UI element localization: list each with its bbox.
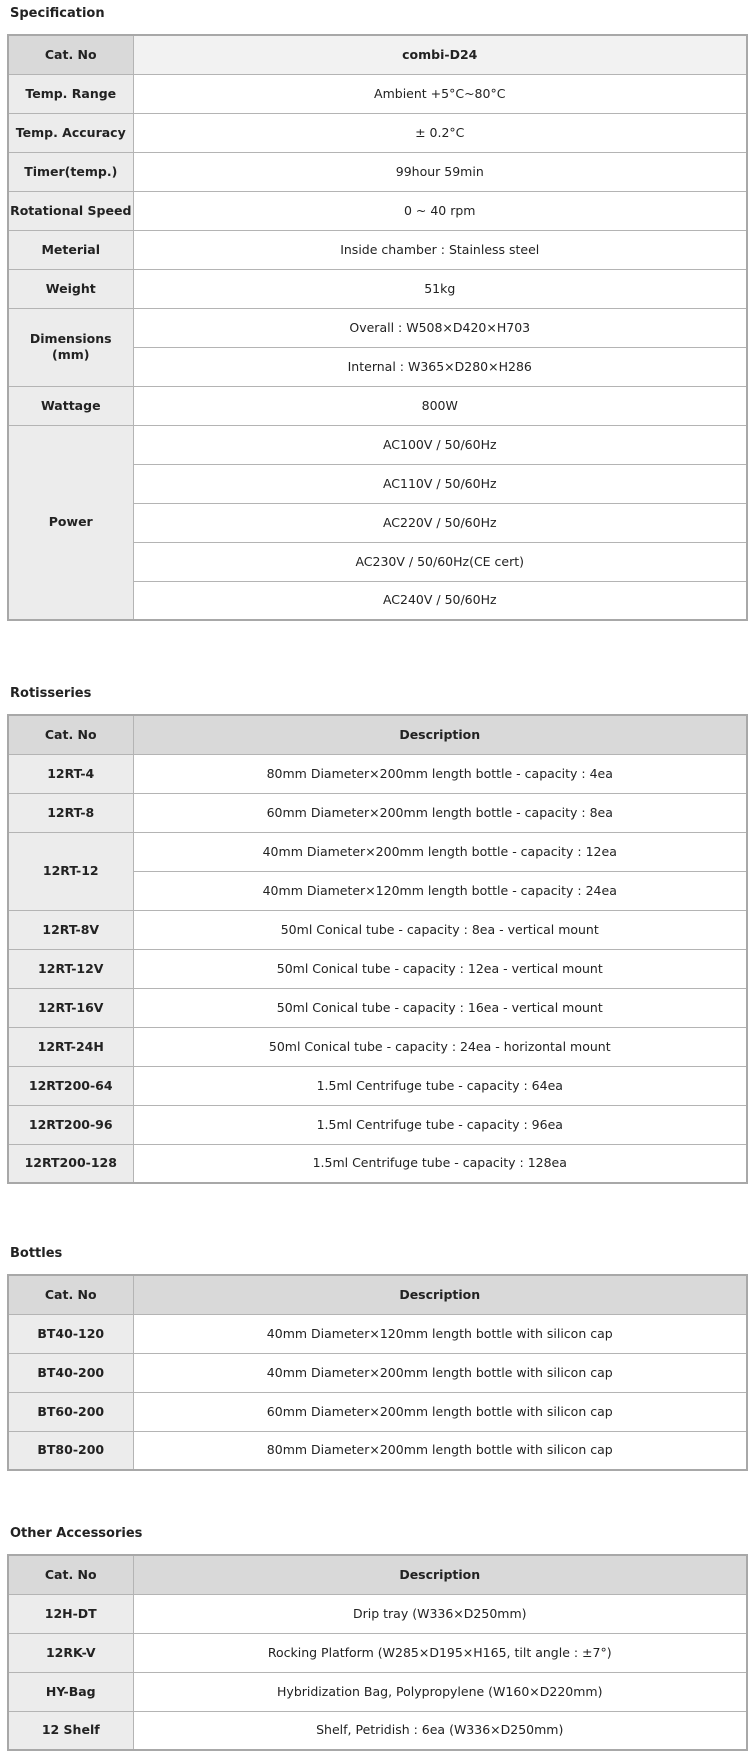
table-header-row bbox=[8, 35, 747, 74]
row-value: 80mm Diameter×200mm length bottle - capacity : 4ea bbox=[133, 754, 747, 793]
row-label: BT80-200 bbox=[8, 1431, 133, 1470]
specification-table bbox=[7, 34, 748, 621]
table-row bbox=[8, 988, 747, 1027]
row-label: 12RT200-128 bbox=[8, 1144, 133, 1183]
row-label: 12RT-12V bbox=[8, 949, 133, 988]
row-value: 50ml Conical tube - capacity : 12ea - vertical mount bbox=[133, 949, 747, 988]
row-value: ± 0.2°C bbox=[133, 113, 747, 152]
row-value: 50ml Conical tube - capacity : 24ea - horizontal mount bbox=[133, 1027, 747, 1066]
row-value: 1.5ml Centrifuge tube - capacity : 128ea bbox=[133, 1144, 747, 1183]
row-value: AC110V / 50/60Hz bbox=[133, 464, 747, 503]
table-row bbox=[8, 1392, 747, 1431]
rotisseries-title: Rotisseries bbox=[10, 686, 92, 701]
row-label: 12RT-8 bbox=[8, 793, 133, 832]
row-value: AC230V / 50/60Hz(CE cert) bbox=[133, 542, 747, 581]
row-label: 12RT200-64 bbox=[8, 1066, 133, 1105]
table-row bbox=[8, 754, 747, 793]
row-value: 40mm Diameter×200mm length bottle with silicon cap bbox=[133, 1353, 747, 1392]
table-header-row bbox=[8, 715, 747, 754]
table-row bbox=[8, 1711, 747, 1750]
specification-title: Specification bbox=[10, 6, 105, 21]
row-value: AC240V / 50/60Hz bbox=[133, 581, 747, 620]
row-value: 40mm Diameter×200mm length bottle - capacity : 12ea bbox=[133, 832, 747, 871]
table-row bbox=[8, 1066, 747, 1105]
row-value: 800W bbox=[133, 386, 747, 425]
row-value: 50ml Conical tube - capacity : 8ea - vertical mount bbox=[133, 910, 747, 949]
row-label: 12RT-12 bbox=[8, 832, 133, 910]
row-label: BT40-120 bbox=[8, 1314, 133, 1353]
row-value: AC100V / 50/60Hz bbox=[133, 425, 747, 464]
row-value: AC220V / 50/60Hz bbox=[133, 503, 747, 542]
header-cat-no: Cat. No bbox=[8, 1275, 133, 1314]
header-description: Description bbox=[133, 1275, 747, 1314]
row-value: 1.5ml Centrifuge tube - capacity : 64ea bbox=[133, 1066, 747, 1105]
row-label: Weight bbox=[8, 269, 133, 308]
row-label: 12 Shelf bbox=[8, 1711, 133, 1750]
row-label: HY-Bag bbox=[8, 1672, 133, 1711]
table-row bbox=[8, 793, 747, 832]
accessories-title: Other Accessories bbox=[10, 1526, 143, 1541]
row-value: Ambient +5°C~80°C bbox=[133, 74, 747, 113]
row-value: 0 ~ 40 rpm bbox=[133, 191, 747, 230]
table-row bbox=[8, 832, 747, 871]
table-row bbox=[8, 949, 747, 988]
row-label: BT60-200 bbox=[8, 1392, 133, 1431]
table-row bbox=[8, 230, 747, 269]
row-value: 60mm Diameter×200mm length bottle with silicon cap bbox=[133, 1392, 747, 1431]
table-row bbox=[8, 1105, 747, 1144]
table-header-row bbox=[8, 1555, 747, 1594]
table-row bbox=[8, 113, 747, 152]
row-label: 12RT-4 bbox=[8, 754, 133, 793]
rotisseries-table bbox=[7, 714, 748, 1184]
row-value: 51kg bbox=[133, 269, 747, 308]
table-row bbox=[8, 1027, 747, 1066]
table-row bbox=[8, 152, 747, 191]
table-row bbox=[8, 1633, 747, 1672]
row-value: 80mm Diameter×200mm length bottle with silicon cap bbox=[133, 1431, 747, 1470]
bottles-title: Bottles bbox=[10, 1246, 63, 1261]
row-value: 50ml Conical tube - capacity : 16ea - vertical mount bbox=[133, 988, 747, 1027]
row-value: 1.5ml Centrifuge tube - capacity : 96ea bbox=[133, 1105, 747, 1144]
row-value: Inside chamber : Stainless steel bbox=[133, 230, 747, 269]
row-label: Power bbox=[8, 425, 133, 620]
header-description: Description bbox=[133, 715, 747, 754]
header-cat-no: Cat. No bbox=[8, 715, 133, 754]
table-row bbox=[8, 1314, 747, 1353]
row-label: BT40-200 bbox=[8, 1353, 133, 1392]
row-label: 12RT-24H bbox=[8, 1027, 133, 1066]
row-value: Drip tray (W336×D250mm) bbox=[133, 1594, 747, 1633]
row-value: Hybridization Bag, Polypropylene (W160×D220mm) bbox=[133, 1672, 747, 1711]
row-label: Timer(temp.) bbox=[8, 152, 133, 191]
table-row bbox=[8, 1594, 747, 1633]
row-label: Rotational Speed bbox=[8, 191, 133, 230]
row-label: 12RT-16V bbox=[8, 988, 133, 1027]
row-value: 40mm Diameter×120mm length bottle - capacity : 24ea bbox=[133, 871, 747, 910]
table-header-row bbox=[8, 1275, 747, 1314]
table-row bbox=[8, 191, 747, 230]
bottles-table bbox=[7, 1274, 748, 1471]
table-row bbox=[8, 1431, 747, 1470]
accessories-table bbox=[7, 1554, 748, 1751]
row-value: 40mm Diameter×120mm length bottle with silicon cap bbox=[133, 1314, 747, 1353]
table-row bbox=[8, 308, 747, 347]
row-label: Wattage bbox=[8, 386, 133, 425]
table-row bbox=[8, 1672, 747, 1711]
row-label: 12RT200-96 bbox=[8, 1105, 133, 1144]
table-row bbox=[8, 74, 747, 113]
row-label: 12H-DT bbox=[8, 1594, 133, 1633]
header-cat-no: Cat. No bbox=[8, 35, 133, 74]
table-row bbox=[8, 386, 747, 425]
row-label: Temp. Range bbox=[8, 74, 133, 113]
table-row bbox=[8, 910, 747, 949]
row-value: Overall : W508×D420×H703 bbox=[133, 308, 747, 347]
row-label: Temp. Accuracy bbox=[8, 113, 133, 152]
header-model: combi-D24 bbox=[133, 35, 747, 74]
row-label: 12RK-V bbox=[8, 1633, 133, 1672]
table-row bbox=[8, 269, 747, 308]
row-label: Dimensions (mm) bbox=[8, 308, 133, 386]
header-cat-no: Cat. No bbox=[8, 1555, 133, 1594]
header-description: Description bbox=[133, 1555, 747, 1594]
table-row bbox=[8, 1144, 747, 1183]
table-row bbox=[8, 425, 747, 464]
row-value: 60mm Diameter×200mm length bottle - capacity : 8ea bbox=[133, 793, 747, 832]
row-label: Meterial bbox=[8, 230, 133, 269]
row-label: 12RT-8V bbox=[8, 910, 133, 949]
row-value: Rocking Platform (W285×D195×H165, tilt angle : ±7°) bbox=[133, 1633, 747, 1672]
row-value: Shelf, Petridish : 6ea (W336×D250mm) bbox=[133, 1711, 747, 1750]
table-row bbox=[8, 1353, 747, 1392]
row-value: Internal : W365×D280×H286 bbox=[133, 347, 747, 386]
row-value: 99hour 59min bbox=[133, 152, 747, 191]
